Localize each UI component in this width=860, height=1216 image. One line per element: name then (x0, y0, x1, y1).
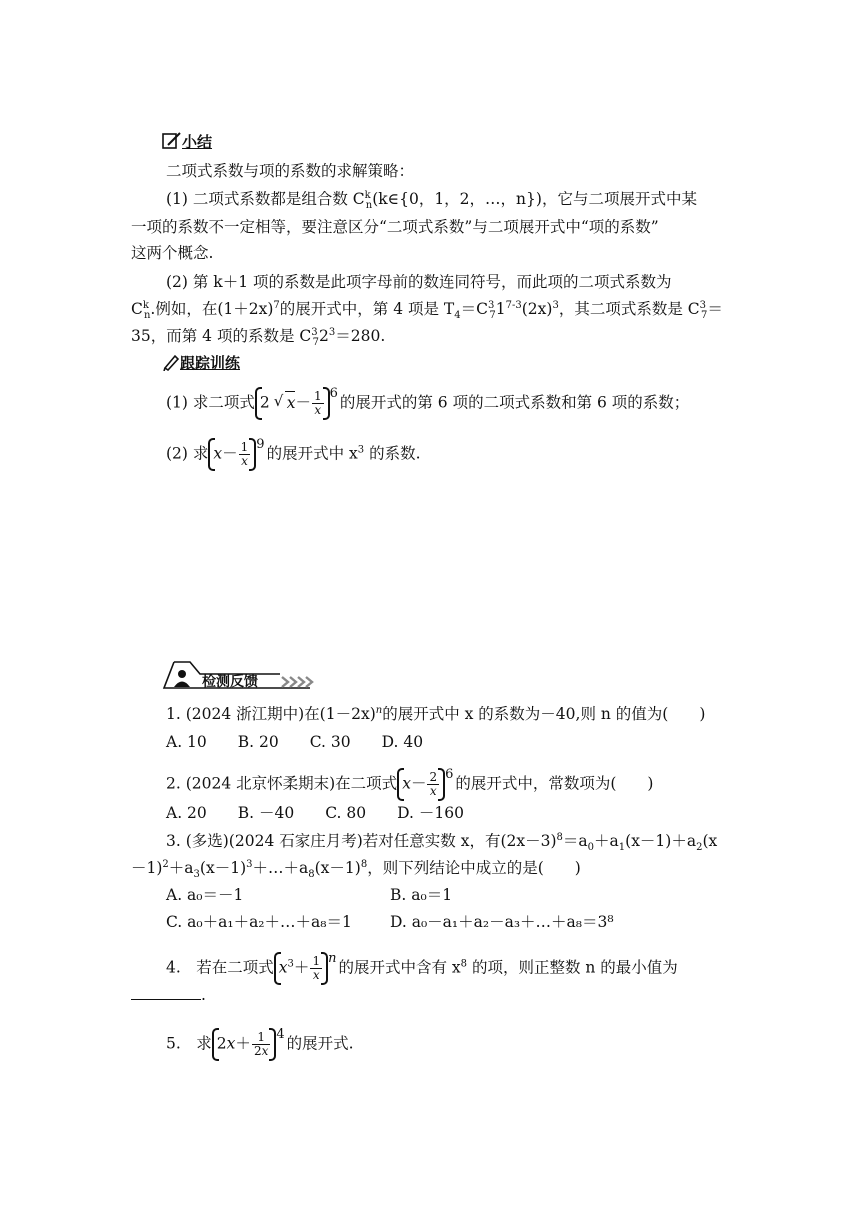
feedback-q3-option-b: B. a₀＝1 (390, 886, 453, 904)
practice-heading (162, 352, 240, 374)
binomial-expression: 2x＋ $\frac{1}{2x}$ (212, 1028, 277, 1061)
feedback-title: 检测反馈 (202, 674, 258, 690)
summary-title: 小结 (182, 133, 213, 151)
binomial-expression: 2 √ x－ $\frac{1}{x}$ (255, 387, 330, 420)
summary-p2-line2: $C^k_n$.例如，在$(1+2x)^7$的展开式中，第 4 项是 $T_4=C^3_71^{7-3}(2x)^3$，其二项式系数是 $C^3_7=$ (131, 299, 723, 322)
feedback-q1-options: A. 10 B. 20 C. 30 D. 40 (166, 733, 424, 751)
feedback-q2: 2. (2024 北京怀柔期末)在二项式 x－ $\frac{2}{x}$ 6 的展开式中，常数项为( ) (166, 768, 653, 801)
feedback-q4-line2: . (131, 984, 206, 1006)
person-icon (178, 670, 186, 678)
feedback-banner (160, 656, 320, 694)
practice-title: 跟踪训练 (180, 354, 241, 372)
binomial-expression: x－ $\frac{1}{x}$ (208, 438, 256, 471)
summary-intro: 二项式系数与项的系数的求解策略： (166, 162, 415, 180)
binomial-expression: $x^3+$ $\frac{1}{x}$ (274, 952, 328, 985)
summary-p1-line2: 一项的系数不一定相等，要注意区分“二项式系数”与二项展开式中“项的系数” (131, 218, 659, 236)
feedback-q1: 1. (2024 浙江期中)在$(1-2x)^n$的展开式中 x 的系数为－40,则 n 的值为( ) (166, 704, 706, 723)
summary-heading (162, 131, 212, 153)
feedback-q3-line1: 3. (多选)(2024 石家庄月考)若对任意实数 x，有$(2x-3)^8=a_0+a_1(x-1)+a_2(x$ (166, 831, 718, 854)
feedback-q5: 5. 求 2x＋ $\frac{1}{2x}$ 4 的展开式. (166, 1028, 354, 1061)
feedback-q4-line1: 4. 若在二项式 $x^3+$ $\frac{1}{x}$ n 的展开式中含有 $x^8$ 的项，则正整数 n 的最小值为 (166, 952, 678, 985)
summary-p1-line1: (1) 二项式系数都是组合数 $C^k_n(k\in\{0$，1，2，…，n})，它与二项展开式中某 (166, 189, 697, 212)
practice-q2: (2) 求 x－ $\frac{1}{x}$ 9 的展开式中 $x^3$ 的系数. (166, 438, 421, 471)
pencil-note-icon (162, 132, 182, 150)
feedback-q3-line2: $-1)^2+a_3(x-1)^3+\dots+a_8(x-1)^8$，则下列结论中成立的是( ) (131, 858, 581, 881)
summary-p2-line3: 35，而第 4 项的系数是 $C^3_72^3=280$. (131, 326, 386, 349)
binomial-expression: x－ $\frac{2}{x}$ (397, 768, 445, 801)
feedback-q2-options: A. 20 B. －40 C. 80 D. －160 (166, 804, 464, 822)
summary-p1-line3: 这两个概念. (131, 244, 214, 262)
practice-q1: (1) 求二项式 2 √ x－ $\frac{1}{x}$ 6 的展开式的第 6 项的二项式系数和第 6 项的系数； (166, 387, 689, 420)
pencil-icon (162, 353, 180, 371)
feedback-q3-option-a: A. a₀＝－1 (166, 886, 244, 904)
summary-p2-line1: (2) 第 k＋1 项的系数是此项字母前的数连同符号，而此项的二项式系数为 (166, 273, 672, 291)
answer-blank[interactable] (131, 985, 201, 1000)
feedback-q3-option-c: C. a₀＋a₁＋a₂＋…＋a₈＝1 (166, 913, 352, 931)
feedback-q3-option-d: D. a₀－a₁＋a₂－a₃＋…＋a₈＝3⁸ (390, 913, 614, 931)
